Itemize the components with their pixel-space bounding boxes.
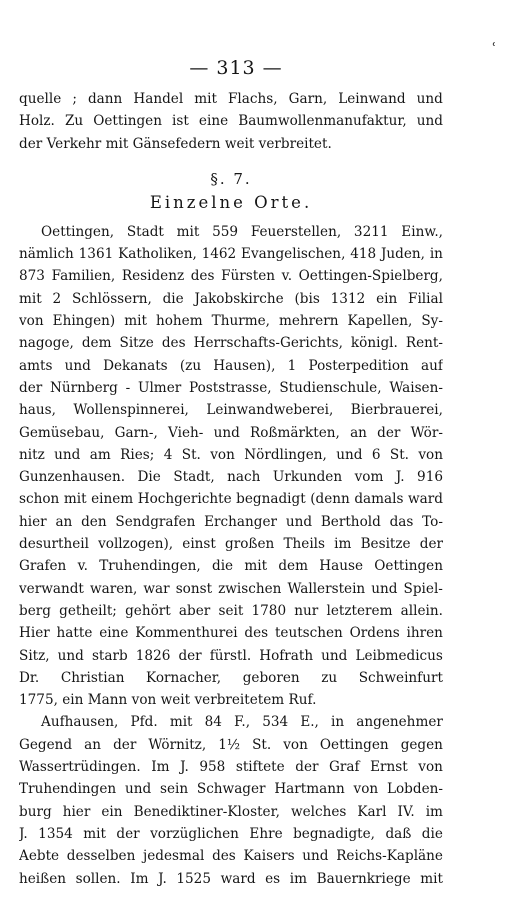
text-line: Hier hatte eine Kommenthurei des teutschen Ordens ihren <box>19 625 443 642</box>
text-line: hier an den Sendgrafen Erchanger und Berthold das To- <box>19 513 443 530</box>
text-line: J. 1354 mit der vorzüglichen Ehre begnadigte, daß die <box>19 825 443 842</box>
margin-mark: ʿ <box>492 41 497 57</box>
text-line: 1775, ein Mann von weit verbreitetem Ruf. <box>19 692 317 709</box>
text-line: verwandt waren, war sonst zwischen Wallerstein und Spiel- <box>19 580 443 597</box>
text-line: mit 2 Schlössern, die Jakobskirche (bis 1312 ein Filial <box>19 290 443 307</box>
page-number: — 313 — <box>189 57 283 79</box>
text-line: von Ehingen) mit hohem Thurme, mehrern Kapellen, Sy- <box>19 313 443 330</box>
text-line: Oettingen, Stadt mit 559 Feuerstellen, 3211 Einw., <box>41 223 443 240</box>
text-line: schon mit einem Hochgerichte begnadigt (denn damals ward <box>19 491 443 508</box>
section-title: Einzelne Orte. <box>149 192 313 212</box>
section-number: §. 7. <box>210 169 252 188</box>
text-line: Dr. Christian Kornacher, geboren zu Schweinfurt <box>19 669 443 686</box>
paragraph-continuation <box>19 88 443 155</box>
text-line: Gunzenhausen. Die Stadt, nach Urkunden vom J. 916 <box>19 469 443 486</box>
text-line: der Verkehr mit Gänsefedern weit verbreitet. <box>19 135 332 152</box>
text-line: nagoge, dem Sitze des Herrschafts-Gerichts, königl. Rent- <box>19 335 443 352</box>
text-line: quelle ; dann Handel mit Flachs, Garn, Leinwand und <box>19 91 443 107</box>
text-line: nämlich 1361 Katholiken, 1462 Evangelischen, 418 Juden, in <box>19 246 443 263</box>
paragraph-aufhausen <box>19 711 443 889</box>
text-body <box>19 88 443 890</box>
text-line: Gegend an der Wörnitz, 1½ St. von Oettingen gegen <box>19 736 443 753</box>
text-line: heißen sollen. Im J. 1525 ward es im Bauernkriege mit <box>19 870 443 887</box>
text-line: Gemüsebau, Garn-, Vieh- und Roßmärkten, an der Wör- <box>19 424 443 441</box>
text-line: der Nürnberg - Ulmer Poststrasse, Studienschule, Waisen- <box>19 379 443 396</box>
text-line: desurtheil vollzogen), einst großen Theils im Besitze der <box>19 536 443 553</box>
text-line: Holz. Zu Oettingen ist eine Baumwollenmanufaktur, und <box>19 113 443 130</box>
text-line: berg getheilt; gehört aber seit 1780 nur letzterem allein. <box>19 602 443 619</box>
text-line: haus, Wollenspinnerei, Leinwandweberei, Bierbrauerei, <box>19 402 443 419</box>
paragraph-oettingen <box>19 221 443 712</box>
text-line: Sitz, und starb 1826 der fürstl. Hofrath und Leibmedicus <box>19 647 443 664</box>
text-line: nitz und am Ries; 4 St. von Nördlingen, und 6 St. von <box>19 446 443 463</box>
text-line: Grafen v. Truhendingen, die mit dem Hause Oettingen <box>19 558 443 575</box>
text-line: burg hier ein Benediktiner-Kloster, welches Karl IV. im <box>19 803 443 820</box>
text-line: 873 Familien, Residenz des Fürsten v. Oettingen-Spielberg, <box>19 268 443 285</box>
text-line: Aebte desselben jedesmal des Kaisers und Reichs-Kapläne <box>19 848 443 865</box>
text-line: Wassertrüdingen. Im J. 958 stiftete der Graf Ernst von <box>19 759 443 776</box>
text-line: Aufhausen, Pfd. mit 84 F., 534 E., in angenehmer <box>41 714 443 731</box>
text-line: Truhendingen und sein Schwager Hartmann von Lobden- <box>19 781 443 798</box>
text-line: amts und Dekanats (zu Hausen), 1 Posterpedition auf <box>19 357 443 374</box>
